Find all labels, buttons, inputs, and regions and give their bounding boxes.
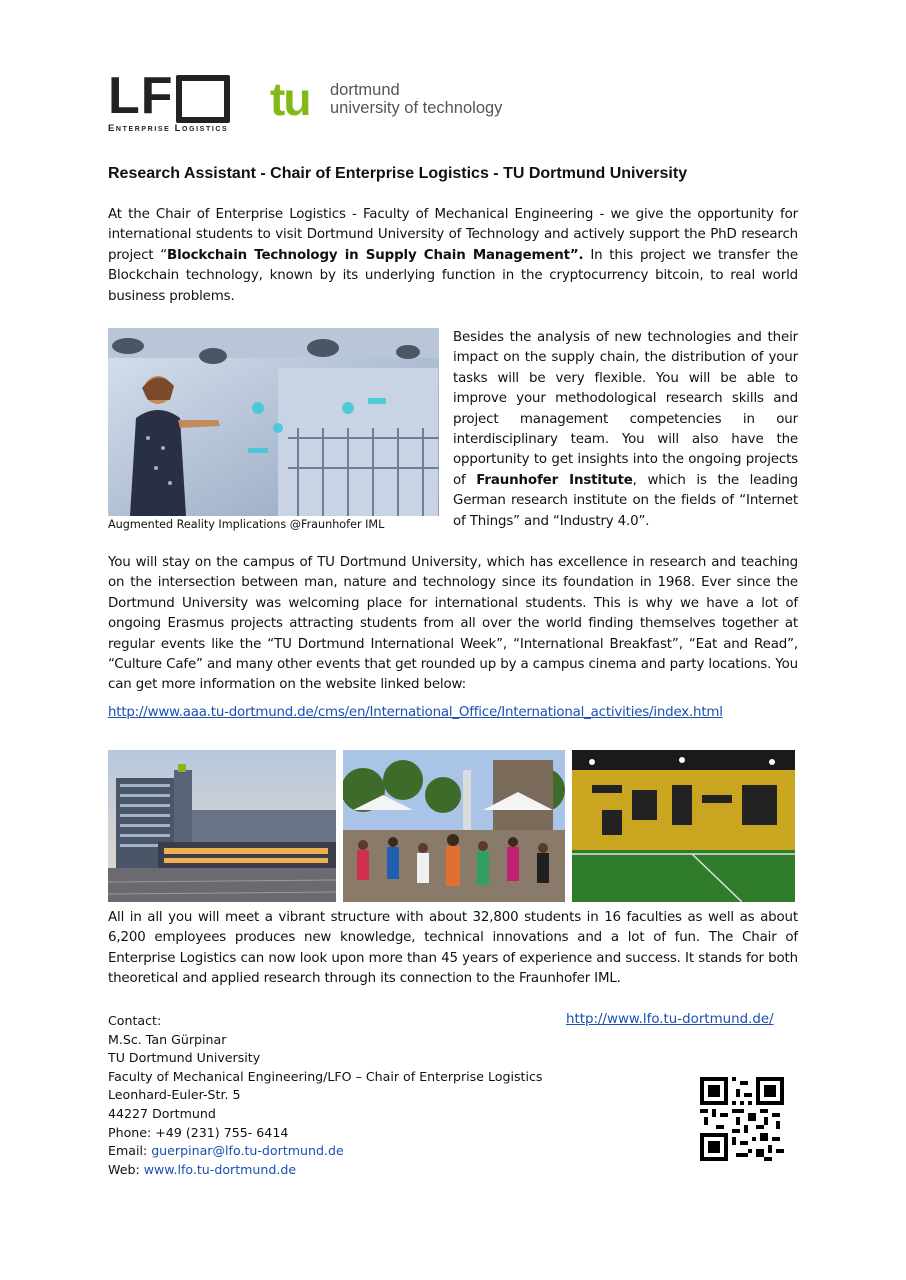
lfo-logo-letters: LF [108,67,174,125]
campus-paragraph: You will stay on the campus of TU Dortmund University, which has excellence in research and teaching on the intersection between man, nature and technology since its foundation in 1968. Ever since the Dortmund University was welcoming place for international students. This is why we have a lot of ongoing Erasmus projects attracting students from all over the world finding themselves together at regular events like the “TU Dortmund International Week”, “International Breakfast”, “Eat and Read”, “Culture Cafe” and many other events that get rounded up by a campus cinema and party locations. You can get more information on the website linked below: [108,555,798,693]
intro-project-name: Blockchain Technology in Supply Chain Management”. [167,247,584,263]
contact-street: Leonhard-Euler-Str. 5 [108,1087,241,1103]
side-text-1: Besides the analysis of new technologies and their impact on the supply chain, the distribution of your tasks will be very flexible. You will be able to improve your methodological research skills and project management competencies in our interdisciplinary team. You will also have the opportunity to get insights into the ongoing projects of [453,330,798,488]
contact-web-row [108,1161,568,1180]
contact-university: TU Dortmund University [108,1050,261,1066]
contact-email-label: Email: [108,1143,152,1159]
intro-paragraph [108,205,798,307]
tu-logo-line2: university of technology [330,99,503,117]
lfo-logo [108,67,242,134]
qr-code-icon [700,1077,784,1161]
contact-email-link[interactable]: guerpinar@lfo.tu-dortmund.de [151,1143,344,1159]
campus-building-photo [108,750,336,902]
stadium-photo [572,750,795,902]
augmented-reality-image [108,328,439,516]
fraunhofer-institute-name: Fraunhofer Institute [476,472,633,488]
tu-logo-mark: tu [270,73,310,125]
contact-phone: Phone: +49 (231) 755- 6414 [108,1124,289,1140]
contact-city: 44227 Dortmund [108,1105,216,1121]
contact-block [108,1012,568,1179]
contact-email-row [108,1142,568,1161]
closing-paragraph: All in all you will meet a vibrant structure with about 32,800 students in 16 faculties as well as about 6,200 employees produces new knowledge, technical innovations and a lot of fun. The Chair of Enterprise Logistics can now look upon more than 45 years of experience and success. It stands for both theoretical and applied research through its connection to the Fraunhofer IML. [108,910,798,987]
lfo-website-link[interactable]: http://www.lfo.tu-dortmund.de/ [566,1012,774,1027]
tu-dortmund-logo [270,73,530,125]
side-paragraph [453,328,798,532]
tu-logo-line1: dortmund [330,81,400,99]
intro-text-1: At the Chair of Enterprise Logistics - Faculty of Mechanical Engineering - we give the opportunity for international students to visit Dortmund University of Technology and actively support the PhD research project “ [108,207,798,263]
campus-festival-photo [343,750,565,902]
contact-name: M.Sc. Tan Gürpinar [108,1031,227,1047]
lfo-logo-subtitle: Enterprise Logistics [108,123,229,134]
contact-web-label: Web: [108,1161,144,1177]
contact-label: Contact: [108,1013,162,1028]
international-office-link[interactable]: http://www.aaa.tu-dortmund.de/cms/en/International_Office/International_activities/index.html [108,705,723,720]
side-text-2: , which is the leading German research institute on the fields of “Internet of Things” and “Industry 4.0”. [453,472,798,529]
tu-logo-name [330,81,502,117]
page-title: Research Assistant - Chair of Enterprise Logistics - TU Dortmund University [108,165,688,182]
contact-web-link[interactable]: www.lfo.tu-dortmund.de [143,1161,297,1177]
figure-caption: Augmented Reality Implications @Fraunhofer IML [108,518,385,531]
intro-text-2: In this project we transfer the Blockchain technology, known by its underlying function in the cryptocurrency bitcoin, to real world business problems. [108,247,798,304]
contact-faculty: Faculty of Mechanical Engineering/LFO – Chair of Enterprise Logistics [108,1068,543,1084]
lfo-logo-o-shape [176,75,230,123]
